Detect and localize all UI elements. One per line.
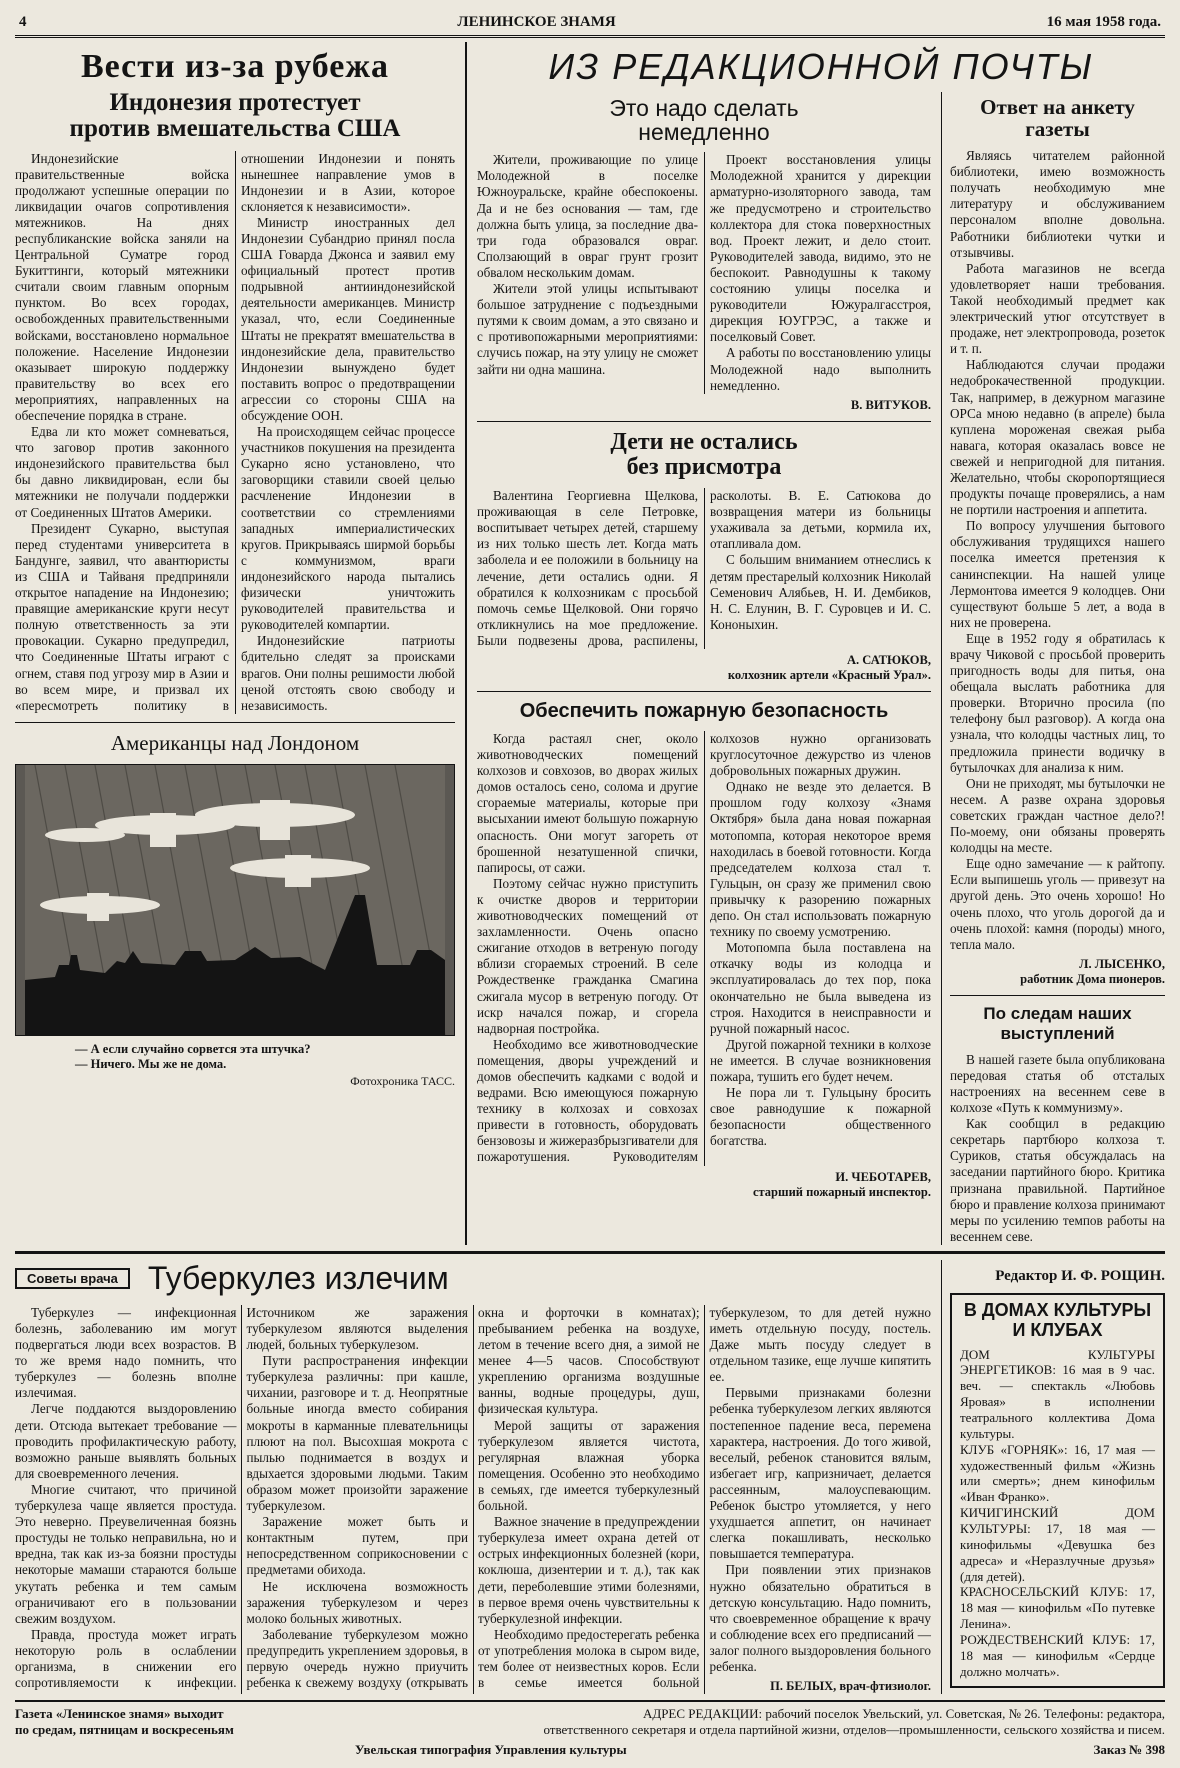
nado-signature: В. ВИТУКОВ. bbox=[850, 397, 931, 412]
headline-indonesia: Индонезия протестует против вмешательства США bbox=[69, 89, 401, 143]
mail-section bbox=[467, 42, 1165, 1245]
section-title-foreign: Вести из-за рубежа bbox=[80, 48, 390, 85]
dyeti-text: Валентина Георгиевна Щелкова, проживающая в селе Петровке, воспитывает четырех детей, старшему из них только шесть лет. Когда мать заболела и ее положили в больницу на лечение, дети остались одни. Я обратился к колхозникам с просьбой помочь семье Щелковой. Они горячо откликнулись на мое предложение. Были подвезены дрова, распилены, расколоты. В. Е. Сатюкова до возвращения матери из больницы ухаживала за детьми, кормила их, отапливала дом. С большим вниманием отнеслись к детям престарелый колхозник Николай Семенович Алябьев, Н. И. Дембиков, Н. С. Елунин, В. Г. Суровцев и И. С. Кононыхин. bbox=[477, 488, 931, 648]
footer-schedule: Газета «Ленинское знамя» выходит по средам, пятницам и воскресеньям bbox=[15, 1706, 234, 1738]
tb-rubric-tag: Советы врача bbox=[15, 1268, 130, 1289]
anketa-signature: Л. ЛЫСЕНКО, работник Дома пионеров. bbox=[1020, 956, 1165, 986]
mail-sidebar: Ответ на анкету газеты Являясь читателем районной библиотеки, имею возможность получать необходимую мне литературу и обслуживанием персоналом вполне довольна. Работники библиотеки чутки и отзывчивы. Работа магазинов не всегда удовлетворяет наши требования. Такой необходимый предмет как электрический утюг отсутствует в продаже, нет электропровода, розеток и т. п. Наблюдаются случаи продажи недоброкачественной продукции. Так, например, в дежурном магазине ОРСа мною недавно (в апреле) была куплена мороженая свежая рыба навага, которая оказалась вовсе не свежей и непригодной для питания. Желательно, чтобы скоропортящиеся продукты почаще проверялись, а нам не портили настроения и аппетита. По вопросу улучшения бытового обслуживания трудящихся нашего поселка имеется претензия к санинспекции. На нашей улице Лермонтова имеется 9 колодцев. Они существуют больше 5 лет, а вода в них не проверена. Еще в 1952 году я обратилась к врачу Чиковой с просьбой проверить пригодность воды для питья, она обещала выслать работника для проверки. Вторично просила (по телефону был разговор). А когда она узнала, что колодцы частных лиц, то предложила принести водичку в бутылочках для анализа к ним. Они не приходят, мы бутылочки не несем. А разве охрана здоровья советских граждан частное дело?! По-моему, они обязаны проверять колодцы на месте. Еще одно замечание — к райтопу. Если выпишешь уголь — привезут на другой день. Это очень хорошо! Но очень плохо, что уголь дорогой да и очень плохой: камня (породы) много, тепла мало. Л. ЛЫСЕНКО, работник Дома пионеров. По следам наших выступлений В нашей газете была опубликована передовая статья об отсталых настроениях на весеннем севе в колхозе «Путь к коммунизму». Как сообщил в редакцию секретарь партбюро колхоза т. Суриков, статья обсуждалась на заседании партийного бюро. Критика признана правильной. Партийное бюро и правление колхоза принимают меры по усилению темпов работы на весеннем севе. bbox=[950, 95, 1165, 1244]
story-dyeti bbox=[477, 430, 931, 683]
headline-nado: Это надо сделать немедленно bbox=[609, 95, 799, 146]
headline-anketa: Ответ на анкету газеты bbox=[980, 95, 1135, 142]
issue-date: 16 мая 1958 года. bbox=[1046, 14, 1161, 30]
indonesia-article-text: Индонезийские правительственные войска продолжают успешные операции по ликвидации очагов сопротивления мятежников. На днях республиканские войска заняли на Центральной Суматре город Букиттинги, который мятежники считали своим главным опорным пунктом. Во всех городах, освобожденных правительственными войсками, восстановлено нормальное положение. Население Индонезии оказывает широкую поддержку правительству во всех его мероприятиях, направленных на обеспечение порядка в стране. Едва ли кто может сомневаться, что заговор против законного индонезийского правительства был бы давно ликвидирован, если бы мятежники не получали поддержки от Соединенных Штатов Америки. Президент Сукарно, выступая перед студентами университета в Бандунге, заявил, что авантюристы из США и Тайваня предприняли открытое нападение на Индонезию; правящие американские круги несут полную ответственность за эти провокации. Сукарно предупредил, что Соединенные Штаты играют с огнем, ставя под угрозу мир в Азии и во всем мире, и призвал их «пересмотреть политику в отношении Индонезии и понять нынешнее направление умов в Индонезии и в Азии, которое склоняется к независимости». Министр иностранных дел Индонезии Субандрио принял посла США Говарда Джонса и заявил ему официальный протест против подрывной антииндонезийской деятельности американцев. Министр указал, что, если Соединенные Штаты не прекратят вмешательства в индонезийские дела, правительство Индонезии вынуждено будет поставить вопрос о предотвращении агрессии со стороны США на обсуждение ООН. На происходящем сейчас процессе участников покушения на президента Сукарно ясно установлено, что заговорщики ставили своей целью расчленение Индонезии в соответствии со стремлениями западных империалистических кругов. Прикрываясь ширмой борьбы с коммунизмом, враги индонезийского народа пытались физически уничтожить руководителей правительства и руководителей компартии. Индонезийские патриоты бдительно следят за происками врагов. Они полны решимости любой ценой отстоять свою свободу и независимость. bbox=[15, 150, 455, 713]
section-title-mail: ИЗ РЕДАКЦИОННОЙ ПОЧТЫ bbox=[548, 46, 1094, 87]
bottom-sidebar bbox=[942, 1260, 1165, 1694]
story-pozhar bbox=[477, 700, 931, 1200]
newspaper-page bbox=[15, 8, 1165, 1758]
pozhar-signature: И. ЧЕБОТАРЕВ, старший пожарный инспектор. bbox=[752, 1169, 931, 1199]
page-number: 4 bbox=[19, 14, 27, 30]
tb-text: Туберкулез — инфекционная болезнь, заболеванию им могут подвергаться люди всех возрастов. В то же время надо помнить, что туберкулез — болезнь вполне излечимая. Легче поддаются выздоровлению дети. Отсюда вытекает требование — проводить профилактическую работу, возможно раньше выявлять больных для своевременного лечения. Многие считают, что причиной туберкулеза чаще является простуда. Это неверно. Преувеличенная боязнь простуды не только неправильна, но и вредна, так как из-за боязни простуды некоторые мамаши стараются больше укутать ребенка и тем самым ограничивают его в пользовании свежим воздухом. Правда, простуда может играть некоторую роль в ослаблении организма, в снижении его сопротивляемости к инфекции. Источником же заражения туберкулезом являются выделения людей, больных туберкулезом. Пути распространения инфекции туберкулеза различны: при кашле, чихании, разговоре и т. д. Неопрятные больные иногда вместо собирания мокроты в карманные плевательницы плюют на пол. Высохшая мокрота с пылью поднимается в воздух и вдыхается здоровыми людьми. Таким образом может произойти заражение туберкулезом. Заражение может быть и контактным путем, при непосредственном соприкосновении с предметами обихода. Не исключена возможность заражения туберкулезом и через молоко больных животных. Заболевание туберкулезом можно предупредить укреплением здоровья, в первую очередь нужно приучить ребенка к свежему воздуху (открывать окна и форточки в комнатах); пребыванием ребенка на воздухе, летом в течение всего дня, а зимой не менее 4—5 часов. Способствуют укреплению организма воздушные ванны, водные процедуры, душ, физическая культура. Мерой защиты от заражения туберкулезом является чистота, регулярная влажная уборка помещения. Особенно это необходимо в семьях, где имеется туберкулезный больной. Важное значение в предупреждении туберкулеза имеет охрана детей от острых инфекционных болезней (кори, коклюша, дизентерии и т. д.), так как дети, переболевшие этими болезнями, в первое время очень чувствительны к туберкулезной инфекции. Необходимо предостерегать ребенка от употребления молока в сыром виде, тем более от неизвестных коров. Если в семье имеется больной туберкулезом, то для детей нужно иметь отдельную посуду, постель. Даже мыть посуду следует в отдельном тазике, еще лучше кипятить ее. Первыми признаками болезни ребенка туберкулезом легких являются постепенное падение веса, перемена характера, настроения. До того живой, веселый, ребенок становится вялым, избегает игр, капризничает, делается рассеянным, малоуспевающим. Ребенок быстро утомляется, у него ухудшается аппетит, он начинает слегка покашливать, несколько повышается температура. При появлении этих признаков нужно обязательно обратиться в детскую консультацию. Надо помнить, что своевременное обращение к врачу и соблюдение всех его предписаний — залог полного выздоровления больного ребенка. П. БЕЛЫХ, врач-фтизиолог. bbox=[15, 1304, 931, 1694]
tb-headline: Туберкулез излечим bbox=[147, 1259, 449, 1296]
nado-text: Жители, проживающие по улице Молодежной в поселке Южноуральске, крайне обеспокоены. Да и не без основания — там, где должна быть улица, за последние два-три года образовался овраг. Сползающий в овраг грунт грозит обвалом нескольким домам. Жители этой улицы испытывают большое затруднение с подъездными путями к своим домам, а это связано и с противопожарными мероприятиями: случись пожар, на эту улицу не сможет зайти ни одна машина. Проект восстановления улицы Молодежной хранится у дирекции арматурно-изоляторного завода, там же предусмотрено и строительство коллектора для стока поверхностных вод. Проект лежит, и дело стоит. Руководителей завода, видимо, это не беспокоит. Равнодушны к такому состоянию улицы поселка и руководители Южуралгасстроя, дирекция ЮУГРЭС, а также и поселковый Совет. А работы по восстановлению улицы Молодежной надо выполнить немедленно. bbox=[477, 152, 931, 393]
photo-credit: Фотохроника ТАСС. bbox=[350, 1073, 455, 1088]
tb-header bbox=[15, 1260, 931, 1297]
editor-line: Редактор И. Ф. РОЩИН. bbox=[995, 1267, 1165, 1284]
bottom-section bbox=[15, 1251, 1165, 1694]
headline-sledam: По следам наших выступлений bbox=[983, 1003, 1132, 1043]
pozhar-text: Когда растаял снег, около животноводческих помещений колхозов и совхозов, во дворах жилых домов осталось сено, солома и другие сгораемые материалы, которые при высыхании имеют большую пожарную опасность. Они могут загореть от брошенной незатушенной спички, папиросы, от сажи. Поэтому сейчас нужно приступить к очистке дворов и территории животноводческих помещений от захламленности. Очень опасно сжигание отходов в ветреную погоду вблизи сгораемых строений. В селе Рождественке гражданка Смагина сжигала мусор в ветреную погоду. От искр начался пожар, и сгорела надворная постройка. Необходимо все животноводческие помещения, дворы учреждений и домов обеспечить кадками с водой и ведрами. Всю имеющуюся пожарную технику в колхозах и совхозах привести в готовность, оборудовать бензовозы и жижеразбрызгиватели для пожаротушения. Руководителям колхозов нужно организовать круглосуточное дежурство из членов добровольных пожарных дружин. Однако не везде это делается. В прошлом году колхозу «Знамя Октября» была дана новая пожарная мотопомпа, которая некоторое время находилась в боевой готовности. Когда председателем колхоза стал т. Гульцын, он сразу же применил свою привычку к разорению пожарных депо. Он стал использовать пожарную технику по своему усмотрению. Мотопомпа была поставлена на откачку воды из колодца и эксплуатировалась до тех пор, пока окончательно не была выведена из строя. Находится в неисправности и ручной пожарный насос. Другой пожарной техники в колхозе не имеется. В случае возникновения пожара, тушить его будет нечем. Не пора ли т. Гульцыну бросить свое равнодушие к пожарной безопасности общественного богатства. bbox=[477, 731, 931, 1165]
footer-address: АДРЕС РЕДАКЦИИ: рабочий поселок Увельский, ул. Советская, № 26. Телефоны: редактора, ответственного секретаря и отдела партийной жизни, отделов—промышленности, сельского хозяйства и писем. bbox=[543, 1706, 1165, 1738]
footer-print-house: Увельская типография Управления культуры bbox=[355, 1742, 627, 1758]
photo-caption: — А если случайно сорвется эта штучка? — Ничего. Мы же не дома. bbox=[75, 1041, 311, 1071]
mail-main-column bbox=[477, 92, 942, 1245]
tuberculosis-article bbox=[15, 1260, 942, 1694]
footer bbox=[15, 1700, 1165, 1758]
culture-listings: В ДОМАХ КУЛЬТУРЫ И КЛУБАХ ДОМ КУЛЬТУРЫ ЭНЕРГЕТИКОВ: 16 мая в 9 час. веч. — спектакль «Любовь Яровая» в исполнении театрального коллектива Дома культуры. КЛУБ «ГОРНЯК»: 16, 17 мая — художественный фильм «Жизнь или смерть»; днем кинофильм «Иван Франко». КИЧИГИНСКИЙ ДОМ КУЛЬТУРЫ: 17, 18 мая — кинофильмы «Девушка без адреса» и «Неразлучные друзья» (для детей). КРАСНОСЕЛЬСКИЙ КЛУБ: 17, 18 мая — кинофильм «По путевке Ленина». РОЖДЕСТВЕНСКИЙ КЛУБ: 17, 18 мая — кинофильм «Сердце должно молчать». bbox=[950, 1293, 1165, 1688]
photo-americans-over-london bbox=[15, 764, 455, 1036]
headline-dyeti: Дети не остались без присмотра bbox=[610, 428, 798, 480]
masthead bbox=[15, 8, 1165, 38]
culture-heading: В ДОМАХ КУЛЬТУРЫ И КЛУБАХ bbox=[963, 1299, 1152, 1340]
newspaper-name: ЛЕНИНСКОЕ ЗНАМЯ bbox=[457, 14, 616, 30]
tb-signature: П. БЕЛЫХ, врач-фтизиолог. bbox=[770, 1679, 931, 1694]
footer-order-number: Заказ № 398 bbox=[1093, 1742, 1165, 1758]
top-section bbox=[15, 42, 1165, 1245]
foreign-news-column bbox=[15, 42, 467, 1245]
photo-image bbox=[16, 765, 454, 1035]
photo-title: Американцы над Лондоном bbox=[110, 730, 360, 755]
story-nado bbox=[477, 96, 931, 413]
headline-pozhar: Обеспечить пожарную безопасность bbox=[519, 700, 889, 722]
dyeti-signature: А. САТЮКОВ, колхозник артели «Красный Урал». bbox=[727, 653, 931, 682]
